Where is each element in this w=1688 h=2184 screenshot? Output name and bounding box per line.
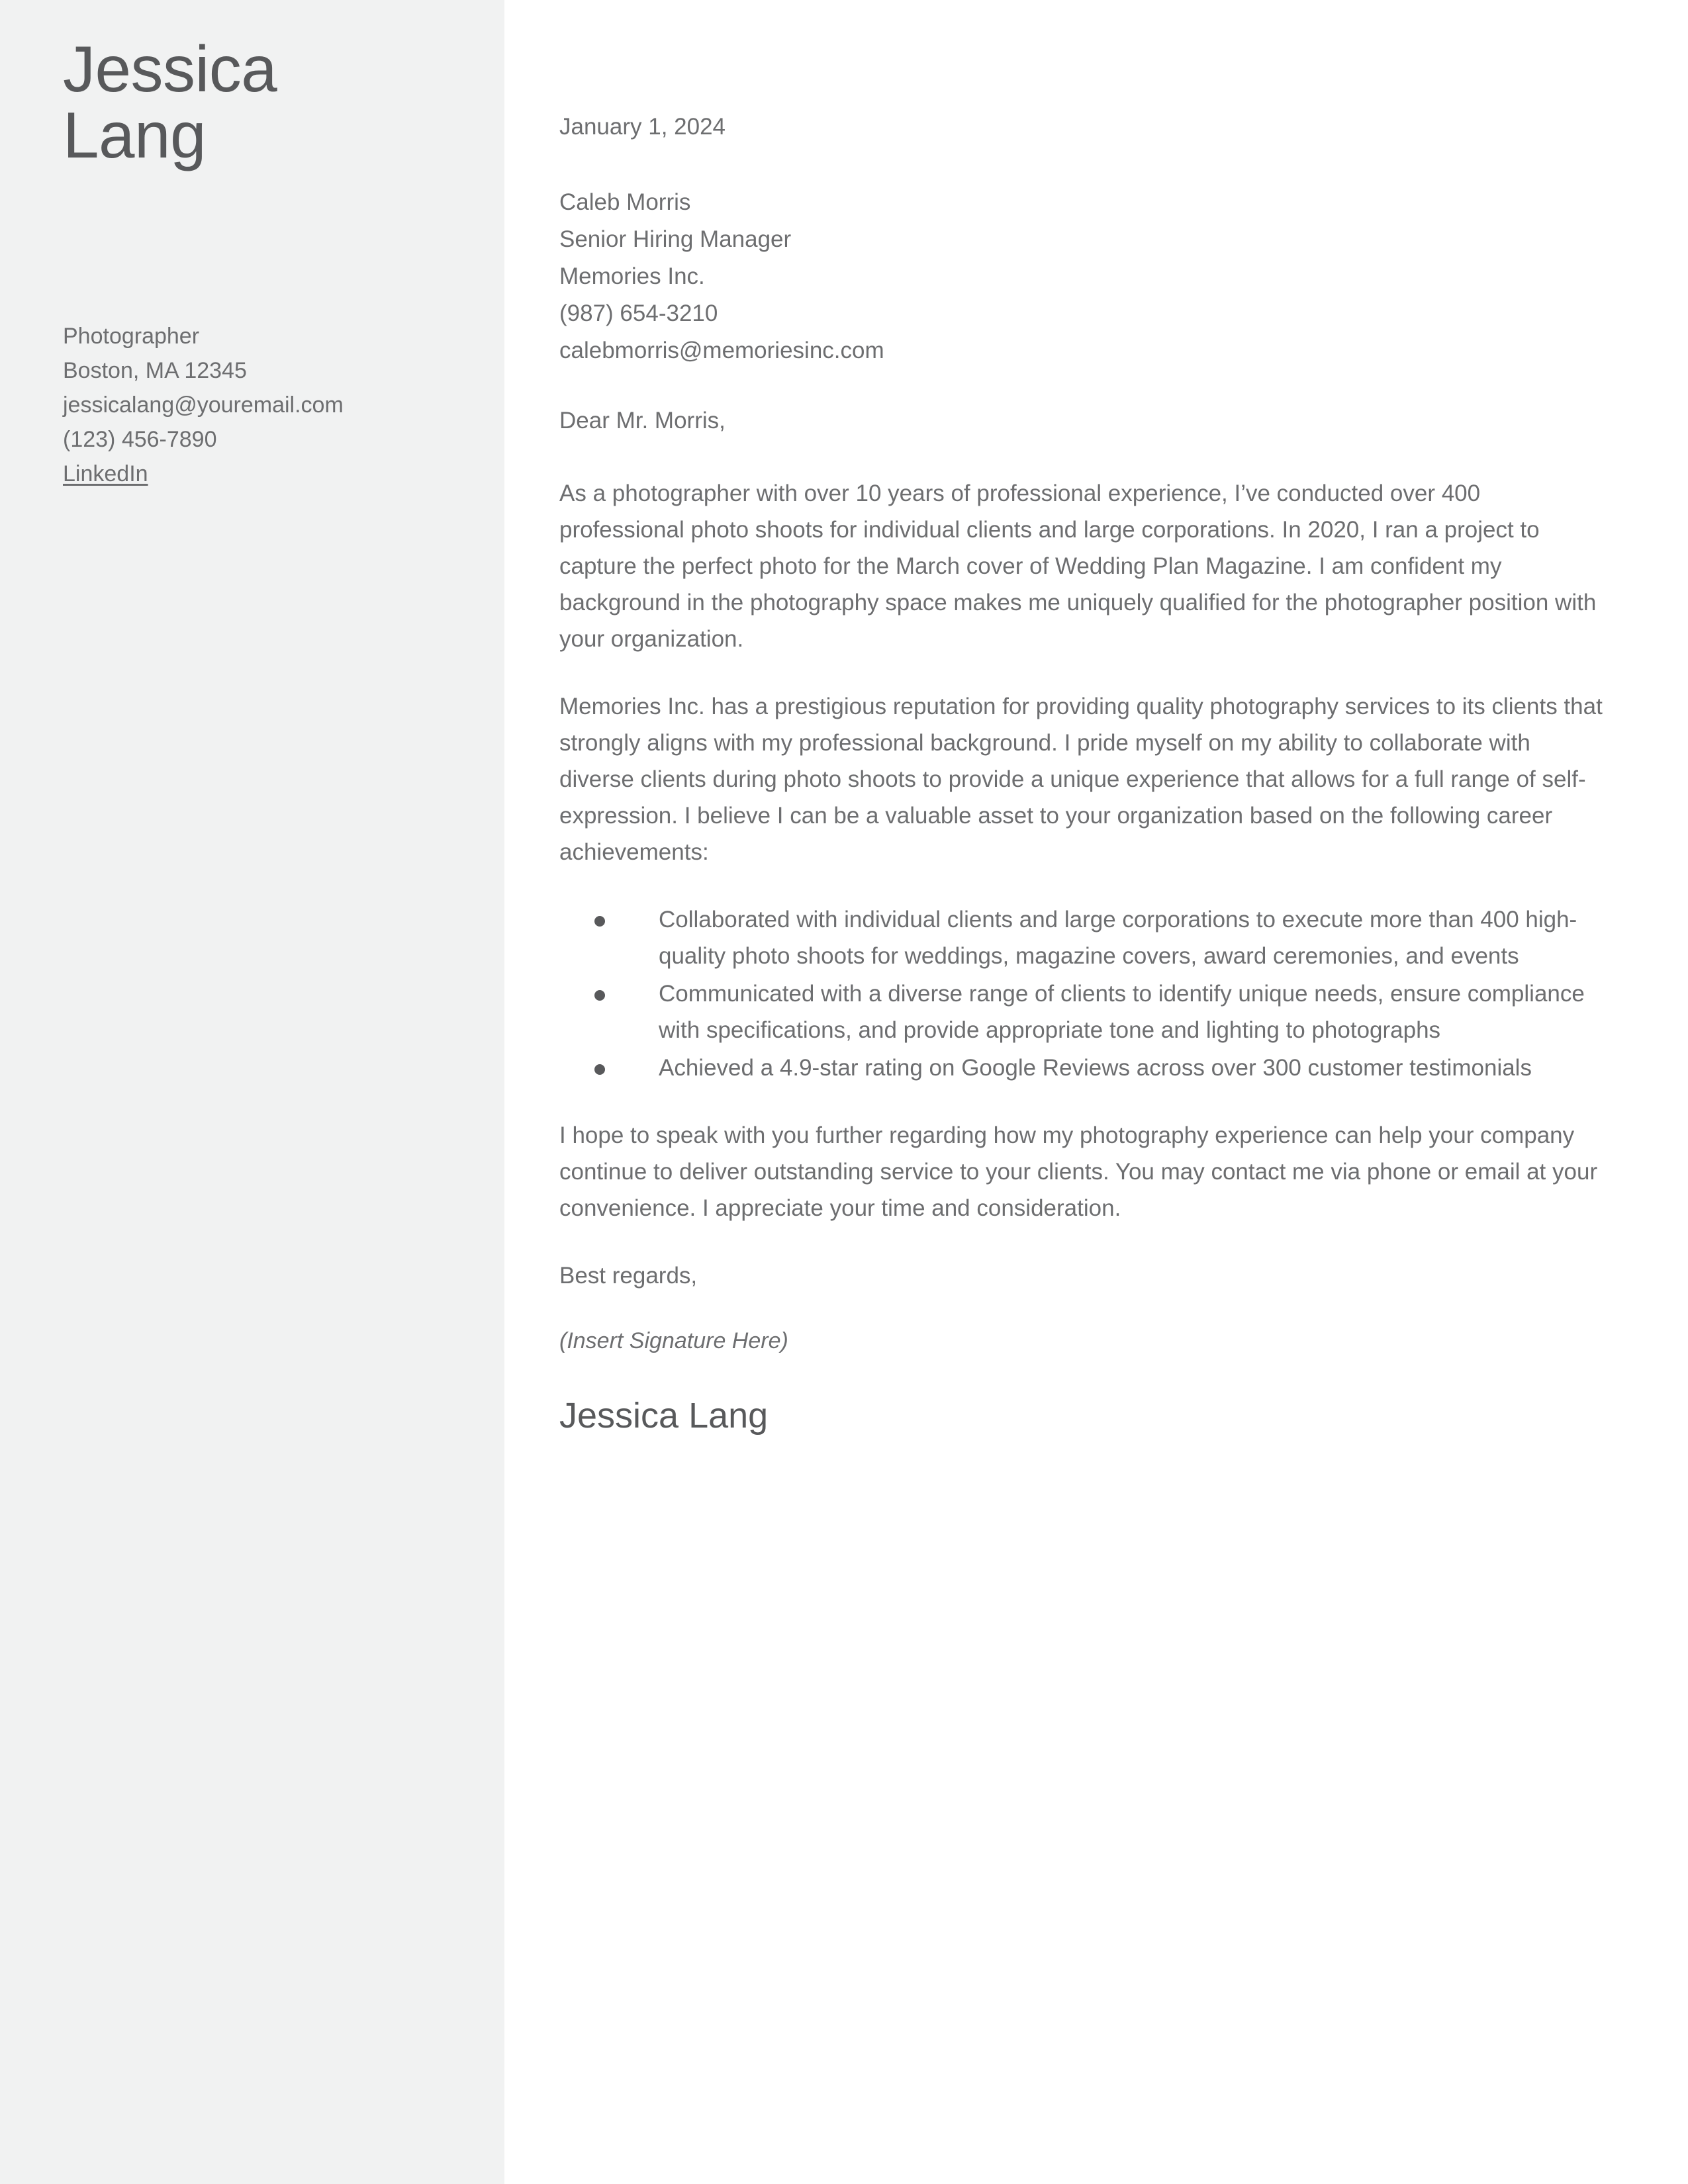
achievements-list [559,901,1604,1086]
body-paragraph-1: As a photographer with over 10 years of professional experience, I’ve conducted over 400 professional photo shoots for individual clients and large corporations. In 2020, I ran a project to capture the perfect photo for the March cover of Wedding Plan Magazine. I am confident my background in the photography space makes me uniquely qualified for the photographer position with your organization. [559,480,1597,652]
sender-location: Boston, MA 12345 [63,358,247,383]
sender-name-heading [63,32,473,171]
sender-first-name: Jessica [63,32,277,105]
sidebar [0,0,504,2184]
bullet-dot-icon [594,916,605,927]
signature-name: Jessica Lang [559,1396,769,1435]
body-paragraph-2: Memories Inc. has a prestigious reputation for providing quality photography services to its clients that strongly aligns with my professional background. I pride myself on my ability to collaborate with diverse clients during photo shoots to provide a unique experience that allows for a full range of self-expression. I believe I can be a valuable asset to your organization based on the following career achievements: [559,694,1603,865]
recipient-phone: (987) 654-3210 [559,300,718,326]
body-paragraph-3: I hope to speak with you further regarding how my photography experience can help your company continue to deliver outstanding service to your clients. You may contact me via phone or email at your convenience. I appreciate your time and consideration. [559,1122,1598,1221]
list-item [559,976,1604,1048]
sender-job-title: Photographer [63,324,200,349]
list-item [559,1050,1604,1086]
bullet-dot-icon [594,1064,605,1075]
sender-last-name: Lang [63,98,207,171]
recipient-name: Caleb Morris [559,189,691,215]
sender-email: jessicalang@youremail.com [63,392,344,418]
achievement-text: Collaborated with individual clients and large corporations to execute more than 400 high-quality photo shoots for weddings, magazine covers, award ceremonies, and events [659,907,1577,969]
recipient-email: calebmorris@memoriesinc.com [559,338,884,363]
letter-body [559,475,1604,1437]
achievement-text: Achieved a 4.9-star rating on Google Reviews across over 300 customer testimonials [659,1055,1532,1081]
recipient-company: Memories Inc. [559,263,705,289]
signature-placeholder: (Insert Signature Here) [559,1328,788,1353]
recipient-title: Senior Hiring Manager [559,226,792,252]
sender-phone: (123) 456-7890 [63,427,217,452]
closing-salutation: Best regards, [559,1263,698,1289]
list-item [559,901,1604,974]
letter-date: January 1, 2024 [559,114,726,140]
letter-content [559,0,1605,2184]
recipient-block [559,184,1288,369]
sender-contact-block [63,319,487,491]
linkedin-link[interactable]: LinkedIn [63,461,148,486]
bullet-dot-icon [594,990,605,1001]
achievement-text: Communicated with a diverse range of clients to identify unique needs, ensure compliance with specifications, and provide appropriate tone and lighting to photographs [659,981,1585,1043]
salutation: Dear Mr. Morris, [559,408,726,433]
